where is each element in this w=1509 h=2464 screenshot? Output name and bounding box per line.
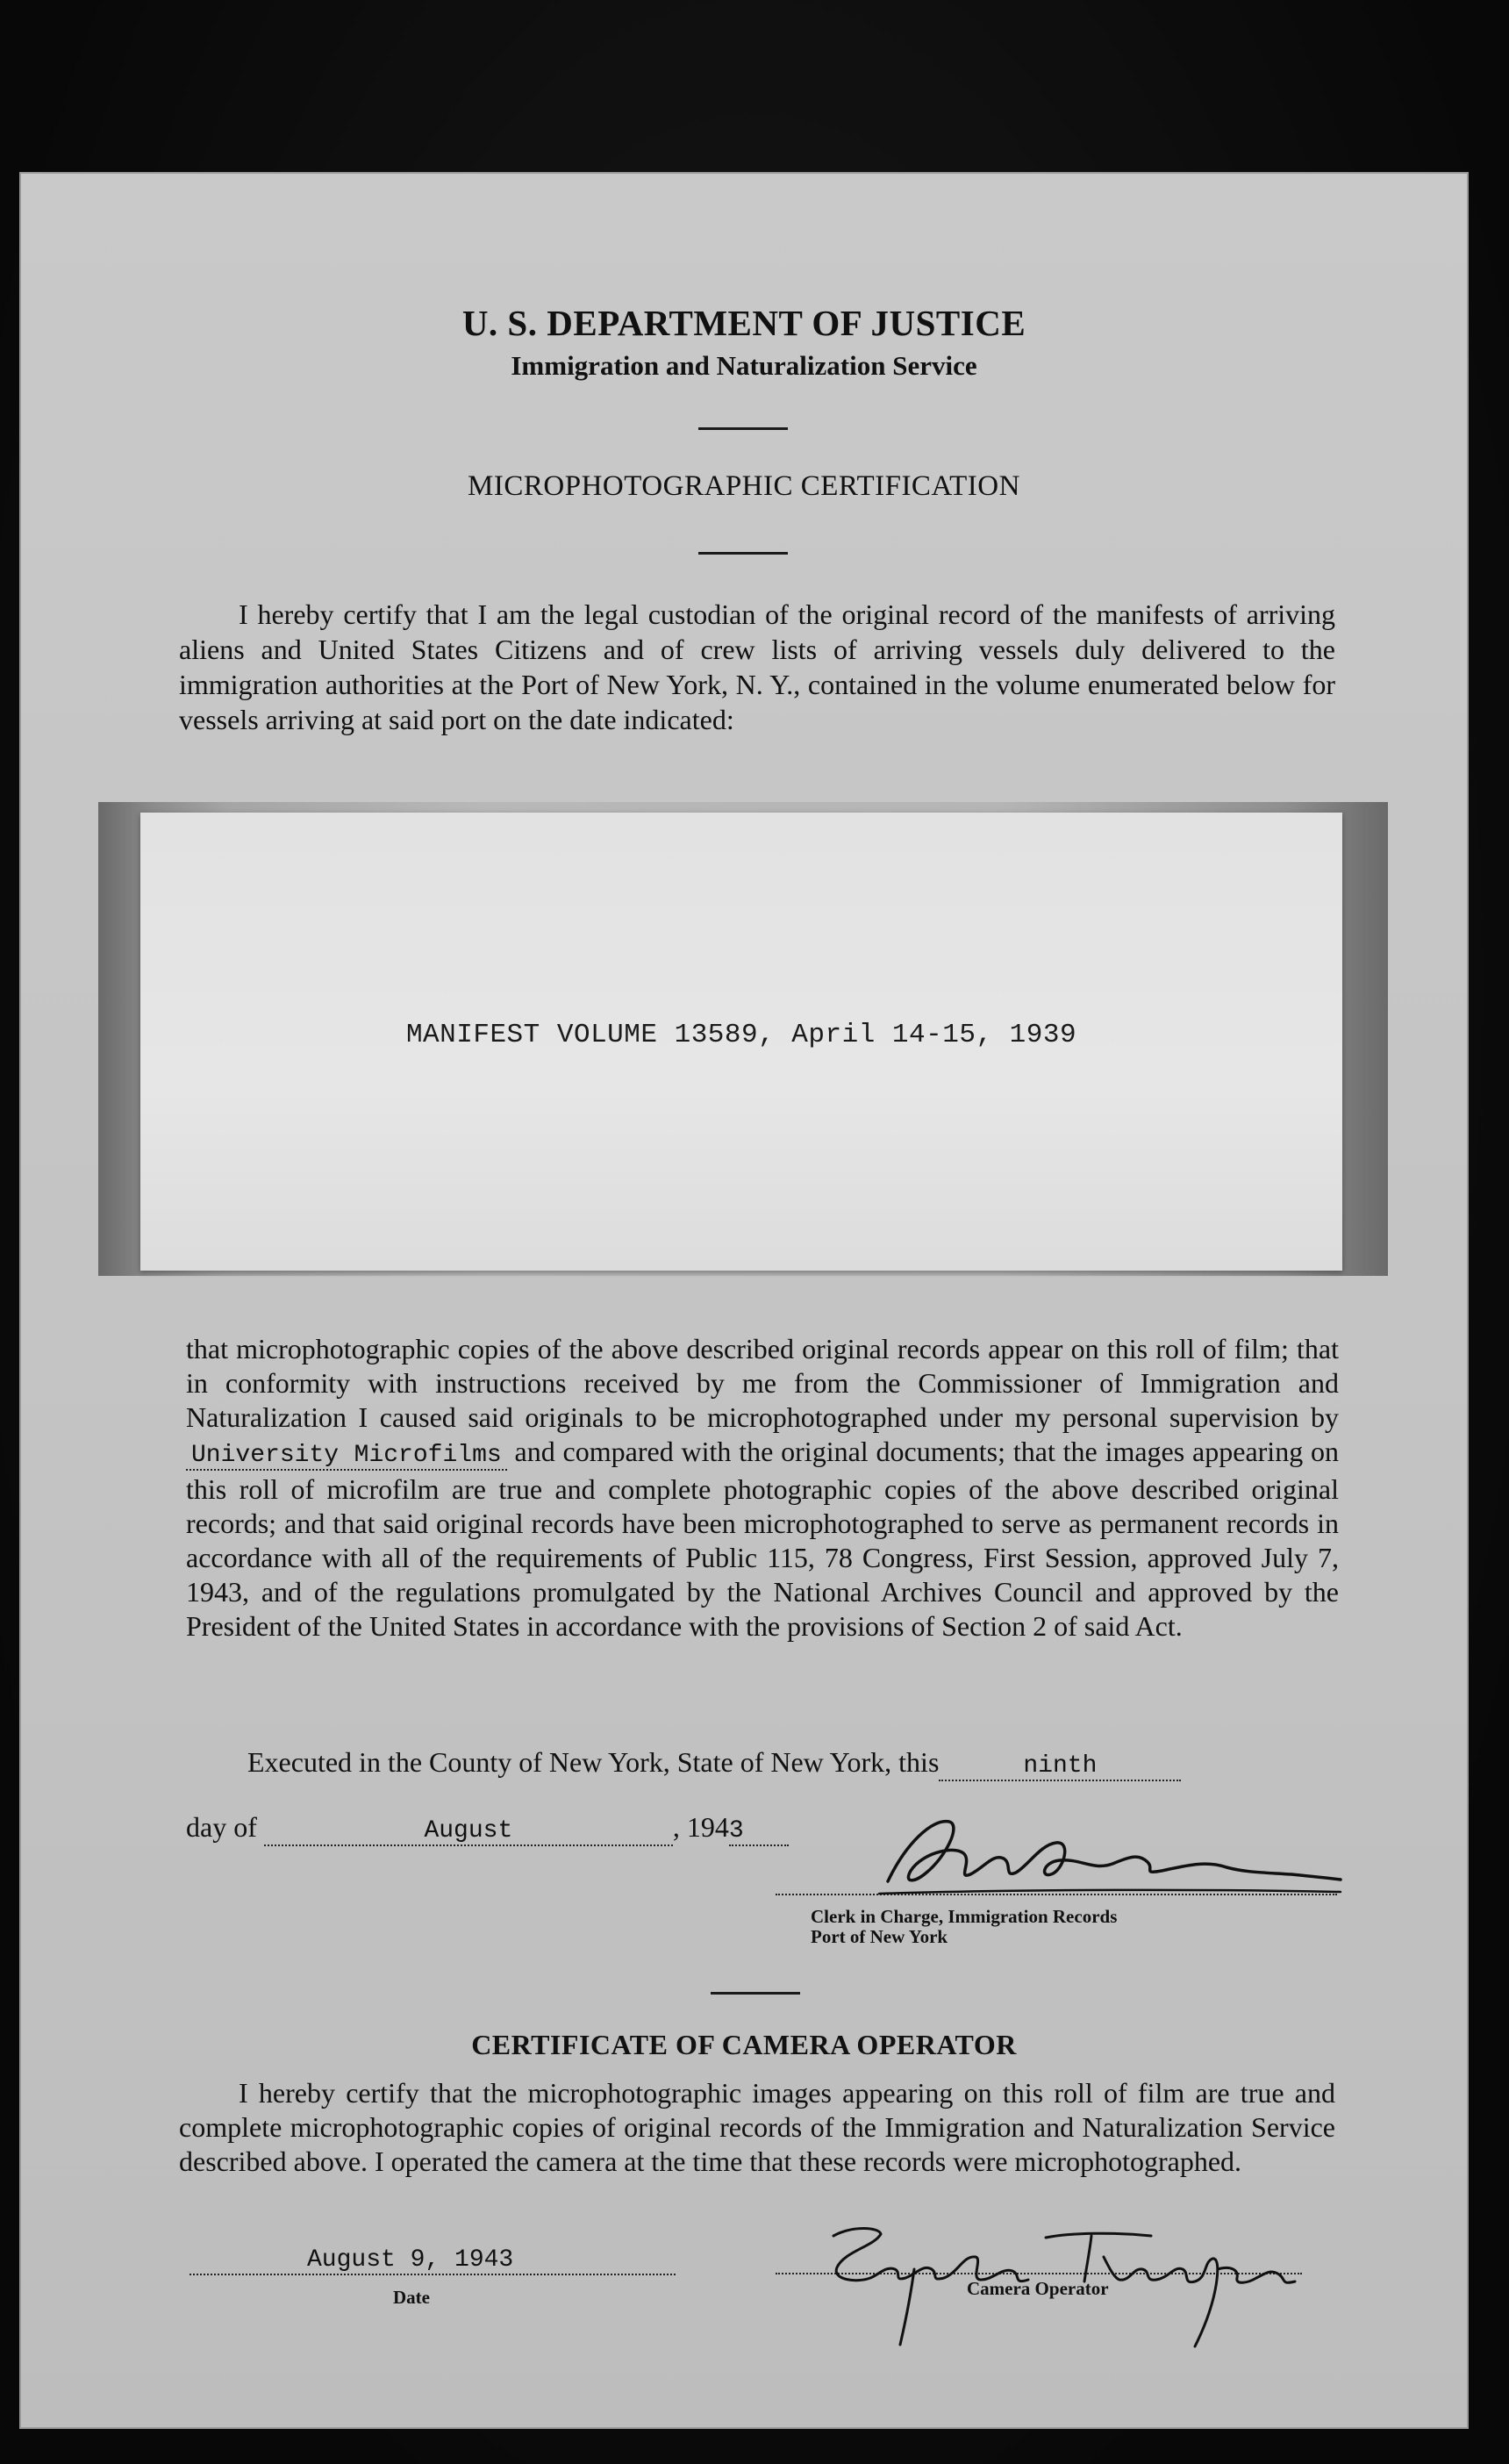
certificate-page bbox=[19, 172, 1469, 2429]
camera-certificate-paragraph: I hereby certify that the microphotographic images appearing on this roll of film are true and complete microphotographic copies of original records of the Immigration and Naturalization Service described above. I operated the camera at the time that these records were microphotographed. bbox=[179, 2077, 1335, 2177]
filmed-by-field: University Microfilms bbox=[186, 1442, 507, 1471]
day-of-label: day of bbox=[186, 1811, 257, 1843]
intro-paragraph: I hereby certify that I am the legal custodian of the original record of the manifests of arriving aliens and United States Citizens and of crew lists of arriving vessels duly delivered to the immigration authorities at the Port of New York, N. Y., contained in the volume enumerated below for vessels arriving at said port on the date indicated: bbox=[179, 598, 1335, 735]
divider-rule bbox=[698, 427, 788, 430]
volume-slip-text: MANIFEST VOLUME 13589, April 14-15, 1939 bbox=[405, 1020, 1077, 1050]
camera-operator-label: Camera Operator bbox=[967, 2278, 1109, 2299]
clerk-location: Port of New York bbox=[811, 1926, 948, 1947]
camera-date-field bbox=[190, 2246, 676, 2275]
clerk-signature bbox=[853, 1809, 1344, 1906]
certification-title: MICROPHOTOGRAPHIC CERTIFICATION bbox=[468, 470, 1020, 502]
executed-year-prefix: , 194 bbox=[672, 1811, 729, 1843]
camera-certificate-title: CERTIFICATE OF CAMERA OPERATOR bbox=[471, 2029, 1017, 2060]
executed-month-value: August bbox=[424, 1817, 513, 1844]
day-of-line bbox=[186, 1811, 789, 1846]
divider-rule bbox=[698, 552, 788, 555]
divider-rule bbox=[711, 1992, 800, 1995]
body-paragraph bbox=[186, 1332, 1339, 1644]
service-subheading: Immigration and Naturalization Service bbox=[511, 350, 977, 381]
body-paragraph-part2: and compared with the original documents; that the images appearing on this roll of microfilm are true and complete photographic copies of the above described original records; and that said original records have been microphotographed to serve as permanent records in accordance with all of the requirements of Public 115, 78 Congress, First Session, approved July 7, 1943, and of the regulations promulgated by the National Archives Council and approved by the President of the United States in accordance with the provisions of Section 2 of said Act. bbox=[186, 1436, 1340, 1642]
executed-day-field bbox=[939, 1746, 1181, 1781]
executed-month-field bbox=[264, 1811, 673, 1846]
executed-line bbox=[247, 1746, 1181, 1781]
executed-year-digit: 3 bbox=[728, 1817, 744, 1844]
volume-slip bbox=[140, 813, 1342, 1271]
body-paragraph-part1: that microphotographic copies of the above described original records appear on this roll of film; that in conformity with instructions received by me from the Commissioner of Immigration and Naturalization I caused said originals to be microphotographed under my personal supervision by bbox=[186, 1333, 1339, 1433]
executed-year-field bbox=[729, 1811, 789, 1846]
clerk-title: Clerk in Charge, Immigration Records bbox=[811, 1906, 1118, 1927]
camera-date-label: Date bbox=[393, 2287, 430, 2308]
executed-prefix: Executed in the County of New York, State of New York, this bbox=[247, 1746, 940, 1778]
department-heading: U. S. DEPARTMENT OF JUSTICE bbox=[461, 303, 1026, 343]
camera-date-value: August 9, 1943 bbox=[307, 2246, 514, 2274]
executed-day-value: ninth bbox=[1023, 1752, 1098, 1780]
